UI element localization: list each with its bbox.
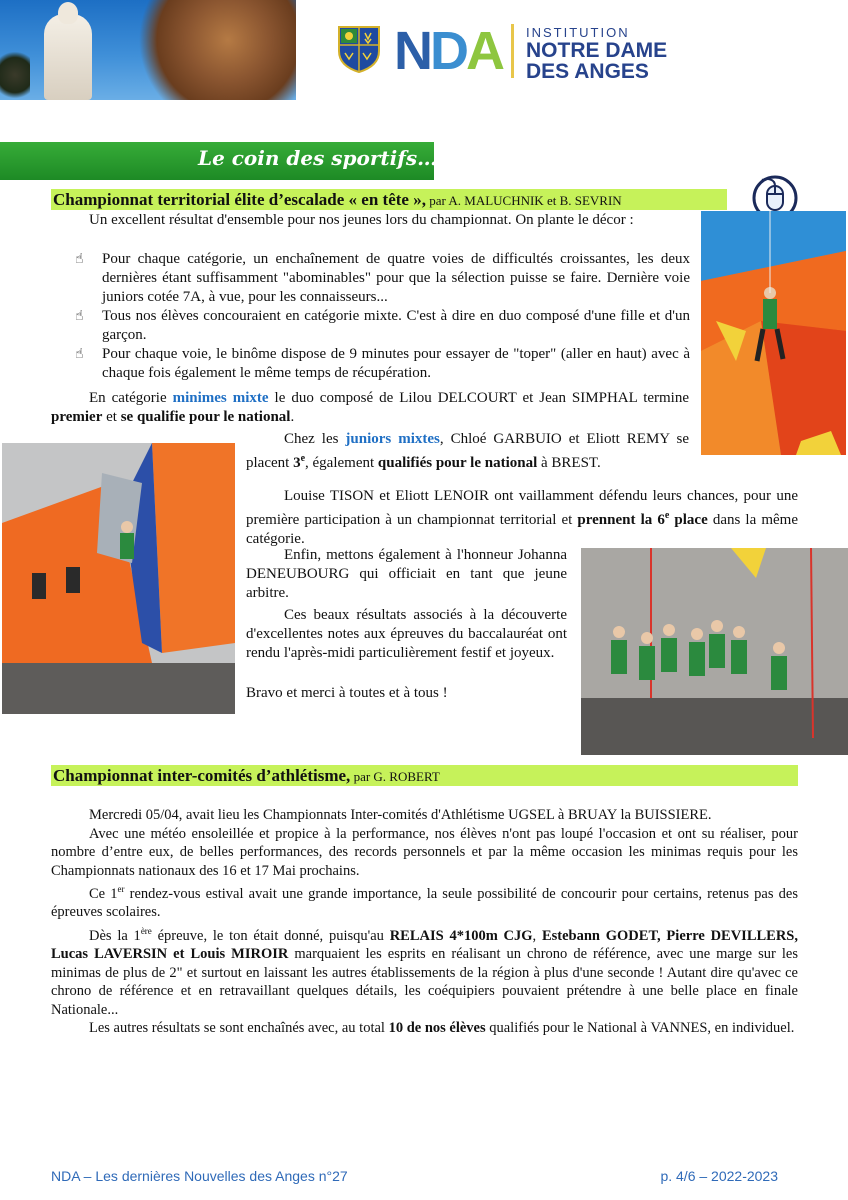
banner-title: Le coin des sportifs… bbox=[198, 146, 438, 170]
text-run: Les autres résultats se sont enchaînés avec, au total bbox=[89, 1020, 389, 1037]
text-bold: 10 de nos élèves bbox=[388, 1020, 486, 1037]
logo-line-des-anges: DES ANGES bbox=[526, 60, 649, 83]
text-run: Dès la 1 bbox=[89, 927, 141, 944]
bullet-text: Tous nos élèves concouraient en catégorie mixte. C'est à dire en duo composé d'une fille et d'un garçon. bbox=[102, 308, 690, 343]
text-run: , également bbox=[305, 455, 378, 471]
logo-letter-n: N bbox=[394, 21, 430, 81]
text-run: qualifiés pour le National à VANNES, en individuel. bbox=[485, 1020, 795, 1037]
text-run: le duo composé de Lilou DELCOURT et Jean SIMPHAL termine bbox=[268, 390, 690, 406]
logo-letter-d: D bbox=[430, 21, 466, 81]
text-bold-athletes: Estebann GODET, Pierre DEVILLERS, Lucas LAVERSIN et Louis MIROIR bbox=[51, 927, 798, 963]
section1-bullet-list bbox=[75, 250, 690, 383]
athle-paragraph-4 bbox=[51, 922, 798, 1019]
pointing-hand-icon: ☝ bbox=[75, 308, 84, 324]
text-bold-relais: RELAIS 4*100m CJG bbox=[389, 927, 533, 944]
text-run: . bbox=[290, 409, 295, 425]
superscript: er bbox=[117, 884, 125, 894]
logo-letter-a: A bbox=[466, 21, 502, 81]
school-crest-icon bbox=[337, 25, 381, 73]
highlight-minimes-mixte: minimes mixte bbox=[172, 390, 269, 406]
paragraph-beaux-resultats: Ces beaux résultats associés à la découverte d'excellentes notes aux épreuves du baccalauréat ont rendu l'après-midi particulièrement festif et joyeux. bbox=[246, 607, 567, 661]
text-run: Ce 1 bbox=[89, 885, 118, 902]
paragraph-juniors bbox=[246, 430, 689, 473]
text-run: dans la même catégorie. bbox=[246, 512, 799, 547]
footer-newsletter-title: NDA – Les dernières Nouvelles des Anges n°27 bbox=[51, 1168, 348, 1184]
text-run: épreuve, le ton était donné, puisqu'au bbox=[151, 927, 390, 944]
bullet-text: Pour chaque voie, le binôme dispose de 9 minutes pour essayer de "toper" (aller en haut) avec à chaque fois également le même temps de récupération. bbox=[102, 346, 690, 381]
logo-line-notre-dame: NOTRE DAME bbox=[526, 39, 668, 62]
section1-intro: Un excellent résultat d'ensemble pour nos jeunes lors du championnat. On plante le décor : bbox=[89, 212, 634, 228]
section2-body bbox=[51, 806, 798, 1038]
text-bold: se qualifie pour le national bbox=[120, 409, 291, 425]
header-photo-statue bbox=[0, 0, 296, 100]
logo-nda bbox=[394, 21, 502, 81]
logo-text bbox=[526, 26, 667, 82]
athle-paragraph-1: Mercredi 05/04, avait lieu les Championnats Inter-comités d'Athlétisme UGSEL à BRUAY la BUISSIERE. bbox=[89, 807, 712, 823]
superscript: ère bbox=[140, 925, 152, 936]
athle-paragraph-2: Avec une météo ensoleillée et propice à la performance, nos élèves n'ont pas loupé l'occasion et ont su réaliser, pour nombre d’entre eux, de belles performances, des records personnels et par la même occasion les minimas requis pour les Championnats nationaux des 16 et 17 Mai prochains. bbox=[51, 825, 798, 879]
climbing-photo-orange-wall bbox=[701, 211, 846, 455]
section2-byline: par G. ROBERT bbox=[350, 769, 440, 784]
footer-page-number: p. 4/6 – 2022-2023 bbox=[660, 1168, 778, 1184]
section1-byline: par A. MALUCHNIK et B. SEVRIN bbox=[425, 193, 622, 208]
paragraph-minimes bbox=[51, 389, 689, 427]
pointing-hand-icon: ☝ bbox=[75, 346, 84, 362]
section1-title: Championnat territorial élite d’escalade « en tête », bbox=[53, 190, 426, 209]
pointing-hand-icon: ☝ bbox=[75, 251, 84, 267]
paragraph-tison bbox=[246, 487, 798, 549]
tree-branches bbox=[126, 0, 296, 100]
climbing-photo-gym-wall bbox=[2, 443, 235, 714]
section2-title: Championnat inter-comités d’athlétisme, bbox=[53, 766, 351, 785]
text-run: , Chloé GARBUIO et Eliott REMY se placent bbox=[246, 431, 690, 471]
athle-paragraph-3 bbox=[51, 880, 798, 922]
section2-heading bbox=[53, 765, 440, 787]
text-run: marquaient les esprits en réalisant un chrono de référence, avec une marge sur les minimas de plus de 2" et surtout en laissant les autres établissements de la région à plus d'une seconde ! Autant dire qu'avec ce chrono de référence et en retravaillant quelques détails, les coéquipiers pouvaient prétendre à une belle place en finale Nationale... bbox=[51, 946, 799, 1018]
highlight-juniors-mixtes: juniors mixtes bbox=[345, 431, 440, 447]
text-run: En catégorie bbox=[89, 390, 173, 406]
athle-paragraph-5 bbox=[51, 1019, 798, 1038]
text-bold: qualifiés pour le national bbox=[377, 455, 538, 471]
bullet-item bbox=[75, 307, 690, 345]
text-run: , bbox=[532, 927, 542, 944]
statue-body bbox=[44, 14, 92, 100]
statue-head bbox=[58, 2, 78, 24]
text-run: à BREST. bbox=[537, 455, 601, 471]
text-run: et bbox=[102, 409, 121, 425]
logo-line-institution: INSTITUTION bbox=[526, 25, 630, 40]
paragraph-bravo: Bravo et merci à toutes et à tous ! bbox=[246, 685, 448, 701]
text-run: Louise TISON et Eliott LENOIR ont vaillamment défendu leurs chances, pour une première participation à un championnat territorial et bbox=[246, 488, 798, 528]
bullet-item bbox=[75, 250, 690, 307]
paragraph-enfin: Enfin, mettons également à l'honneur Johanna DENEUBOURG qui officiait en tant que jeune arbitre. bbox=[246, 547, 567, 601]
text-run: Chez les bbox=[284, 431, 346, 447]
text-bold: premier bbox=[51, 409, 103, 425]
section1-heading bbox=[53, 189, 622, 211]
text-bold: place bbox=[669, 512, 708, 528]
bullet-item bbox=[75, 345, 690, 383]
superscript: e bbox=[300, 453, 306, 464]
bullet-text: Pour chaque catégorie, un enchaînement de quatre voies de difficultés croissantes, les deux dernières étant suffisamment "abominables" pour que la sélection puisse se faire. Dernière voie juniors cotée 7A, à vue, pour les connaisseurs... bbox=[102, 251, 690, 305]
superscript: e bbox=[664, 510, 670, 521]
text-bold: prennent la 6 bbox=[577, 512, 665, 528]
climbing-team-photo bbox=[581, 548, 848, 755]
text-run: rendez-vous estival avait une grande importance, la seule possibilité de concourir pour certains, retenus pas des épreuves scolaires. bbox=[51, 885, 798, 921]
text-bold: 3 bbox=[293, 455, 301, 471]
logo-separator bbox=[511, 24, 514, 78]
tree-dark bbox=[0, 50, 30, 100]
